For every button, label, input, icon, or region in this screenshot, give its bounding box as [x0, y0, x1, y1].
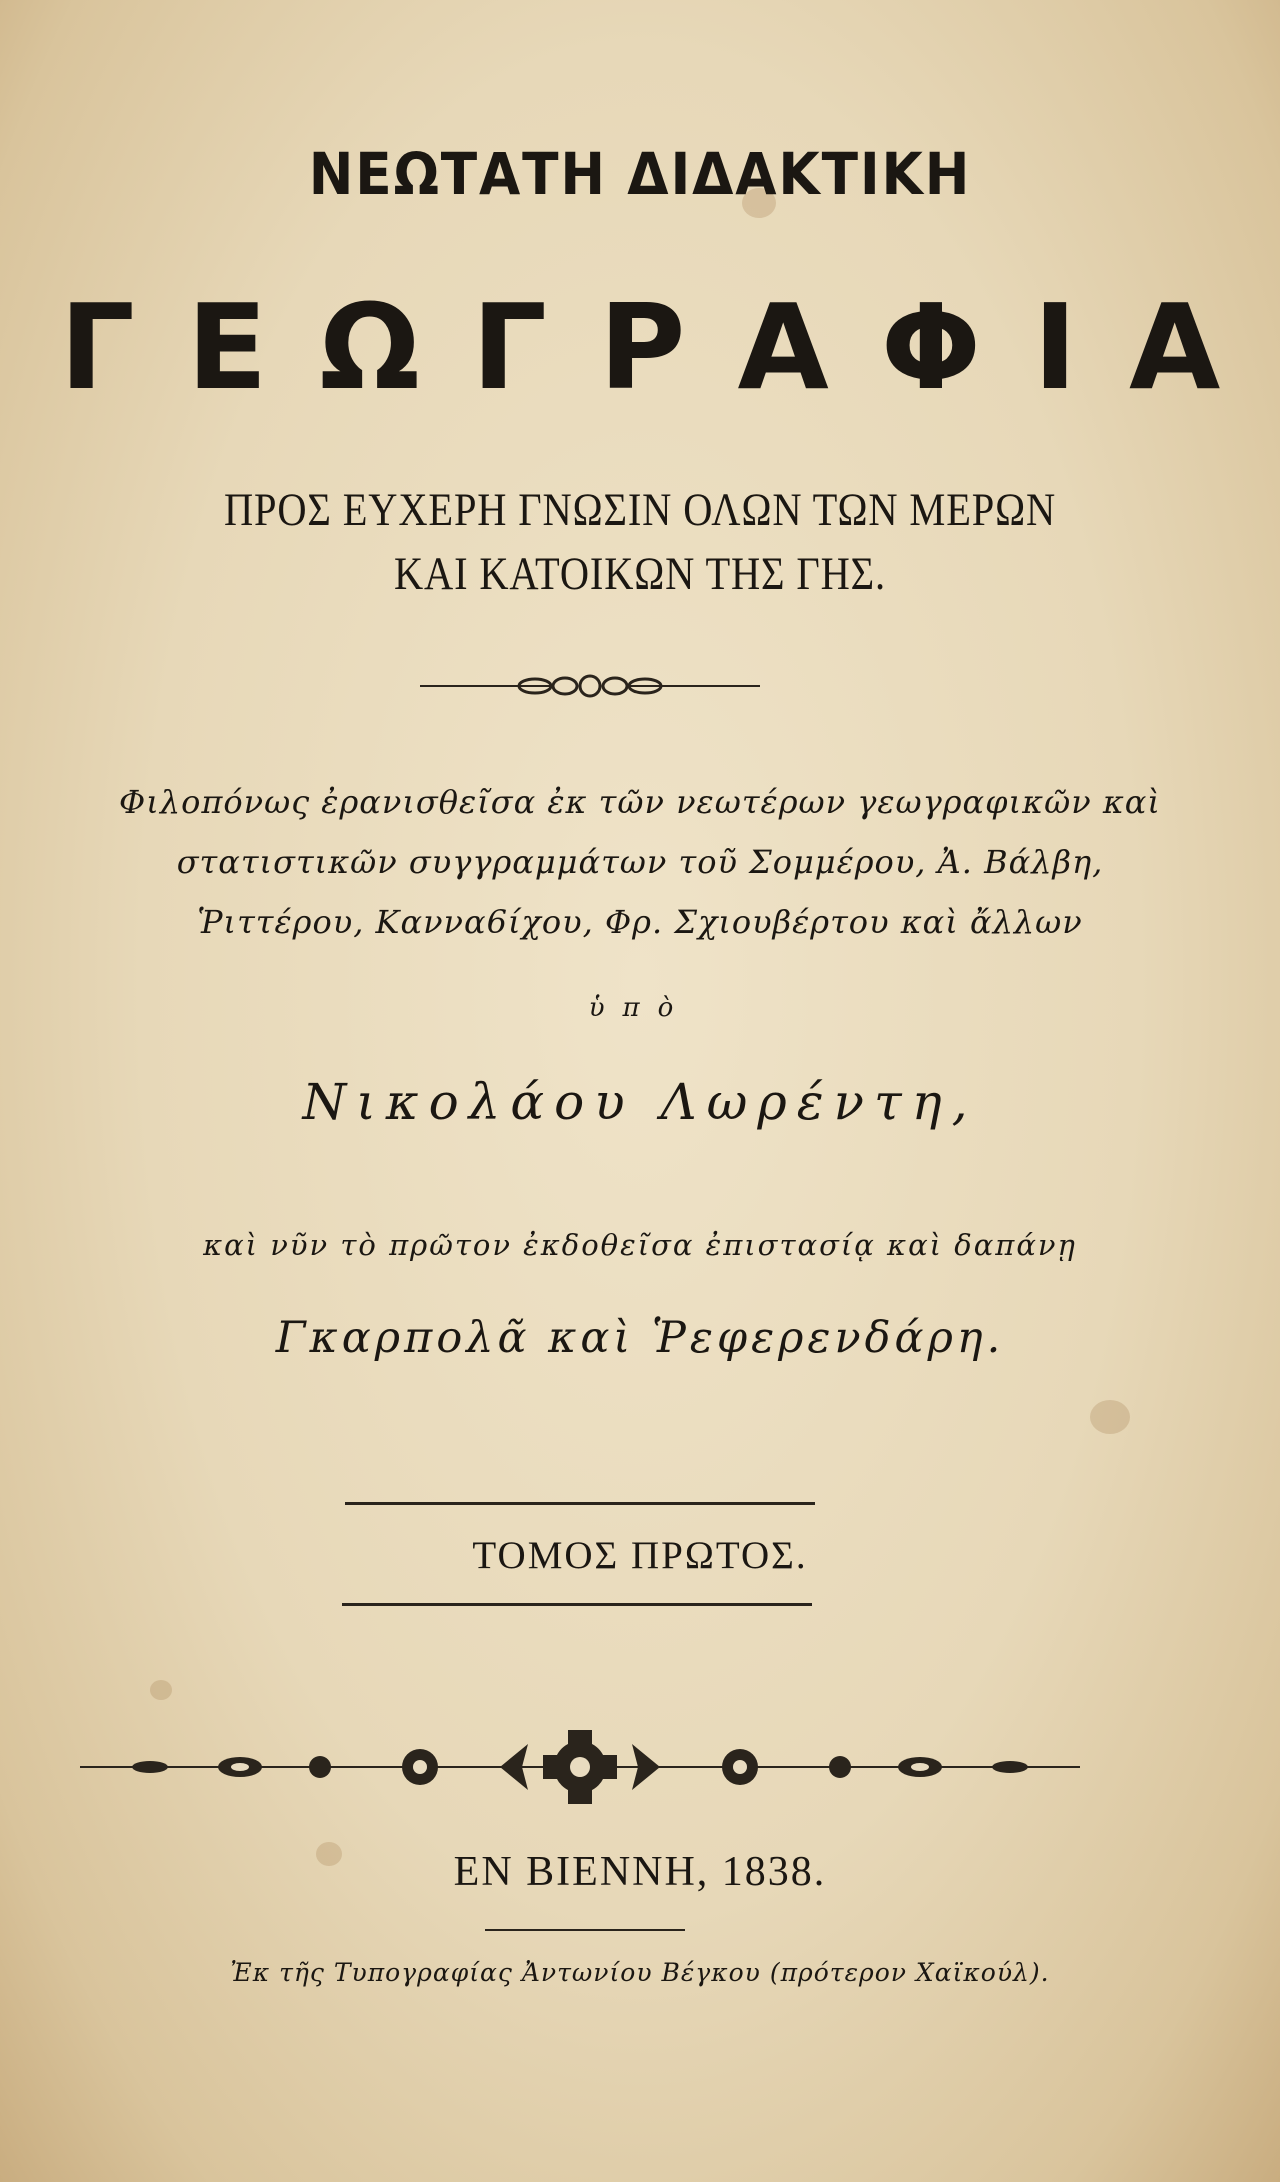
imprint-printer: Ἐκ τῆς Τυπογραφίας Ἀντωνίου Βέγκου (πρότερον Χαϊκούλ). — [230, 1958, 1050, 1987]
decorative-ornament-band — [80, 1722, 1080, 1812]
subtitle-line-1: ΠΡΟΣ ΕΥΧΕΡΗ ΓΝΩΣΙΝ ΟΛΩΝ ΤΩΝ ΜΕΡΩΝ — [223, 484, 1057, 536]
compilation-line-1: Φιλοπόνως ἐρανισθεῖσα ἐκ τῶν νεωτέρων γεωγραφικῶν καὶ — [119, 783, 1161, 821]
title-main: ΓΕΩΓΡΑΦΙΑ — [59, 278, 1273, 416]
foxing-stain — [150, 1680, 172, 1700]
title-line-1: ΝΕΩΤΑΤΗ ΔΙΔΑΚΤΙΚΗ — [308, 140, 972, 208]
author-name: Νικολάου Λωρέντη, — [302, 1073, 978, 1131]
subtitle-line-2: ΚΑΙ ΚΑΤΟΙΚΩΝ ΤΗΣ ΓΗΣ. — [393, 548, 887, 600]
volume-rule-bottom — [342, 1603, 812, 1606]
volume-rule-top — [345, 1502, 815, 1505]
volume-label: ΤΟΜΟΣ ΠΡΩΤΟΣ. — [472, 1534, 808, 1577]
compilation-line-3: Ῥιττέρου, Καννα6ίχου, Φρ. Σχιουβέρτου καὶ ἄλλων — [197, 903, 1083, 941]
compilation-line-2: στατιστικῶν συγγραμμάτων τοῦ Σομμέρου, Ἀ. Βάλβη, — [176, 843, 1104, 881]
edition-intro: καὶ νῦν τὸ πρῶτον ἐκδοθεῖσα ἐπιστασίᾳ καὶ δαπάνῃ — [203, 1228, 1077, 1262]
imprint-rule — [485, 1929, 685, 1931]
imprint-place-date: ΕΝ ΒΙΕΝΝΗ, 1838. — [453, 1849, 827, 1895]
foxing-stain — [1090, 1400, 1130, 1434]
publishers-names: Γκαρπολᾶ καὶ Ῥεφερενδάρη. — [275, 1313, 1005, 1363]
small-ornament-divider — [420, 668, 760, 704]
by-word: ὑπὸ — [588, 993, 692, 1023]
